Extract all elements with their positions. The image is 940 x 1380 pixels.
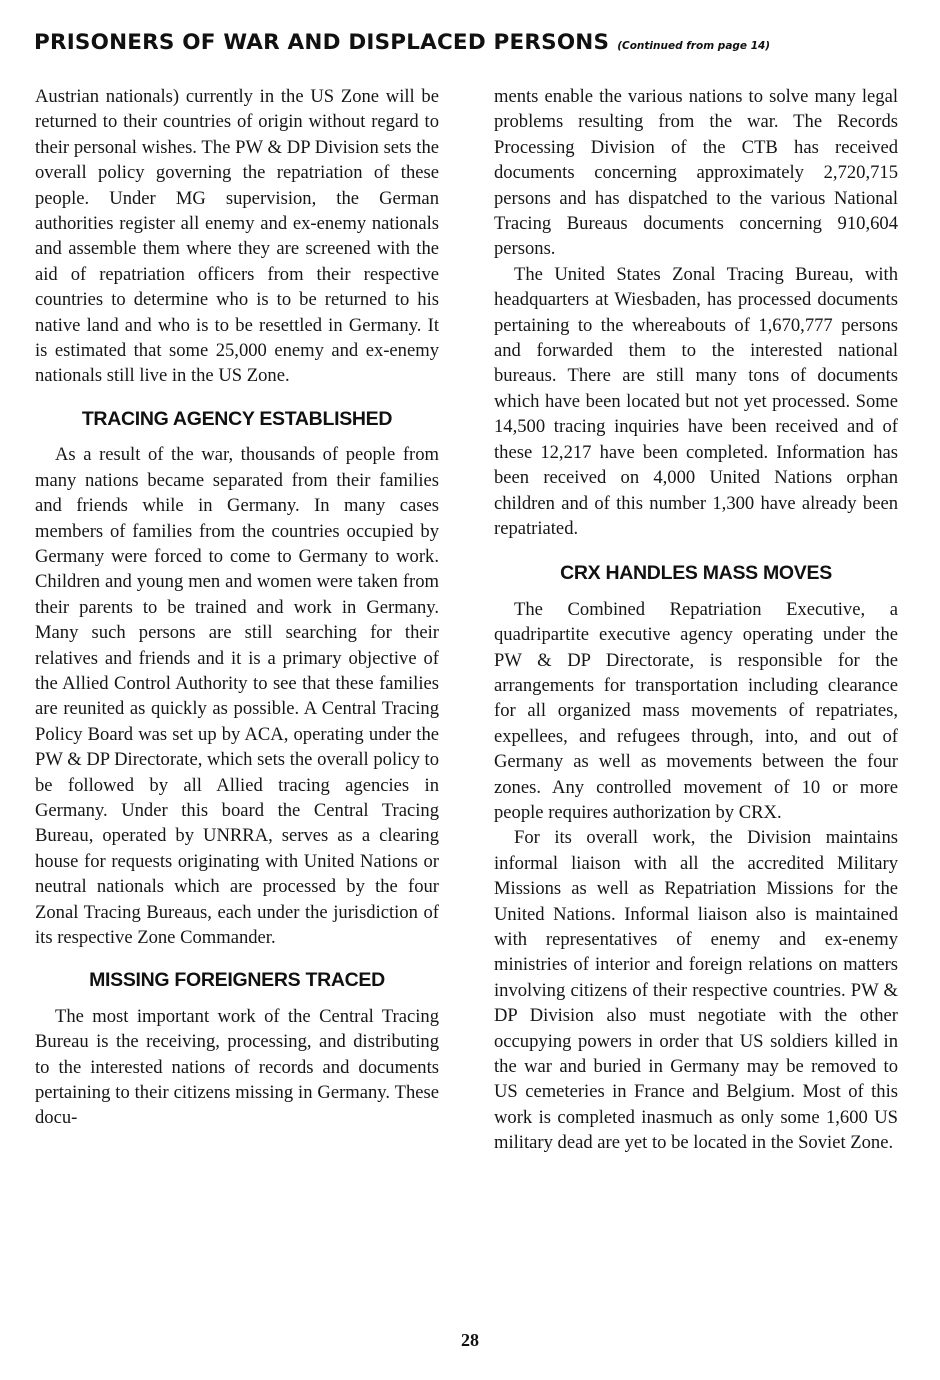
right-paragraph-4: For its overall work, the Division maintains informal liaison with all the accredited Military Missions as well as Repatriation Missions for the United Nations. Informal liaison also is maintained with representatives of enemy and ex-enemy ministries of interior and foreign relations on matters involving citizens of their respective countries. PW & DP Division also must negotiate with the other occupying powers in order that US soldiers killed in the war and buried in Germany may be removed to US cemeteries in France and Belgium. Most of this work is completed inasmuch as only some 1,600 US military dead are yet to be located in the Soviet Zone. <box>494 827 898 1154</box>
heading-crx: CRX HANDLES MASS MOVES <box>560 562 832 585</box>
page-number: 28 <box>461 1330 479 1350</box>
continued-note: (Continued from page 14) <box>617 40 771 52</box>
right-column <box>494 84 898 1156</box>
heading-missing-foreigners: MISSING FOREIGNERS TRACED <box>89 969 385 992</box>
right-paragraph-3: The Combined Repatriation Executive, a quadripartite executive agency operating under the PW & DP Directorate, is responsible for the arrangements for transportation including clearance for all organized mass movements of repatriates, expellees, and refugees through, into, and out of Germany as well as movements between the four zones. Any controlled movement of 10 or more people requires authorization by CRX. <box>494 598 898 823</box>
left-paragraph-1: Austrian nationals) currently in the US Zone will be returned to their countries of origin without regard to their personal wishes. The PW & DP Division sets the overall policy governing the repatriation of these people. Under MG supervision, the German authorities register all enemy and ex-enemy nationals and assemble them where they are screened with the aid of repatriation officers from their respective countries to determine who is to be returned to his native land and who is to be resettled in Germany. It is estimated that some 25,000 enemy and ex-enemy nationals still live in the US Zone. <box>35 86 439 387</box>
page-header <box>34 30 914 55</box>
right-paragraph-2: The United States Zonal Tracing Bureau, with headquarters at Wiesbaden, has processed documents pertaining to the whereabouts of 1,670,777 persons and forwarded them to the interested national bureaus. There are still many tons of documents which have been located but not yet processed. Some 14,500 tracing inquiries have been received and of these 12,217 have been completed. Information has been received on 4,000 United Nations orphan children and of this number 1,300 have already been repatriated. <box>494 263 898 539</box>
heading-tracing-agency: TRACING AGENCY ESTABLISHED <box>81 407 393 430</box>
left-paragraph-3: The most important work of the Central Tracing Bureau is the receiving, processing, and distributing to the interested nations of records and documents pertaining to their citizens missing in Germany. These docu- <box>35 1005 439 1129</box>
left-paragraph-2: As a result of the war, thousands of people from many nations became separated from their families and friends while in Germany. In many cases members of families from the countries occupied by Germany were forced to come to Germany to work. Children and young men and women were taken from their parents to be trained and work in Germany. Many such persons are still searching for their relatives and friends and it is a primary objective of the Allied Control Authority to see that these families are reunited as quickly as possible. A Central Tracing Policy Board was set up by ACA, operating under the PW & DP Directorate, which sets the overall policy to be followed by all Allied tracing agencies in Germany. Under this board the Central Tracing Bureau, operated by UNRRA, serves as a clearing house for requests originating with United Nations or neutral nationals which are processed by the four Zonal Tracing Bureaus, each under the jurisdiction of its respective Zone Commander. <box>35 444 439 948</box>
left-column <box>35 84 439 1131</box>
right-paragraph-1: ments enable the various nations to solve many legal problems resulting from the war. The Records Processing Division of the CTB has received documents concerning approximately 2,720,715 persons and has dispatched to the various National Tracing Bureaus documents concerning 910,604 persons. <box>494 86 898 260</box>
page-title: PRISONERS OF WAR AND DISPLACED PERSONS <box>34 30 610 55</box>
